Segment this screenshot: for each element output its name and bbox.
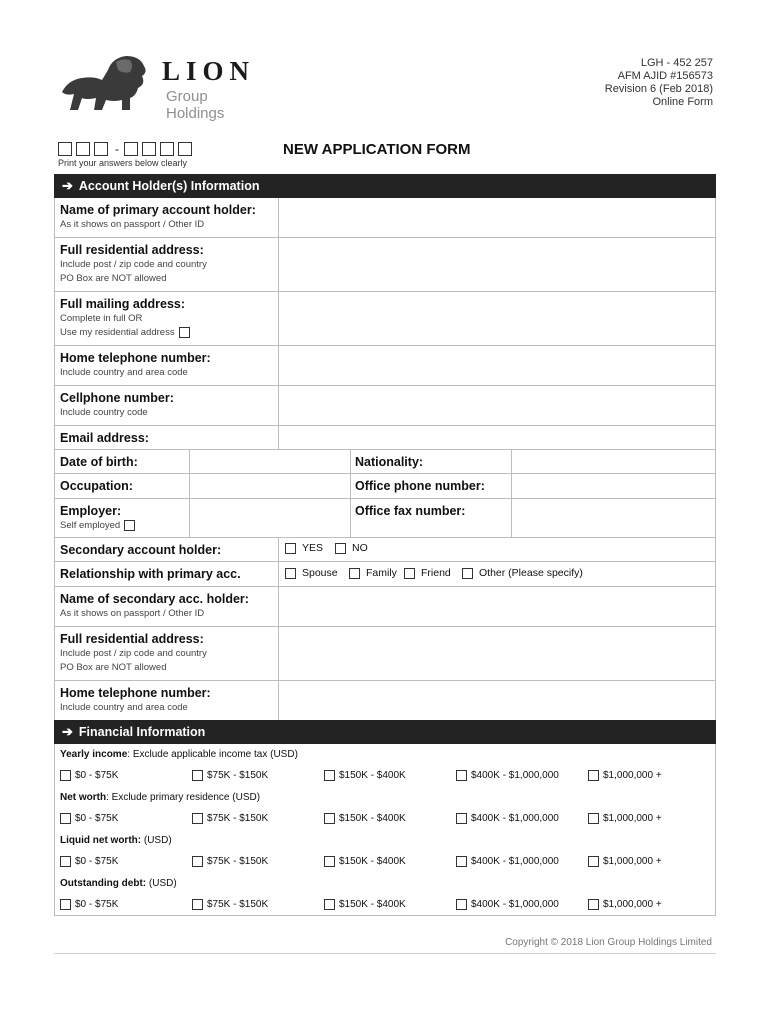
liquid-option[interactable]: $400K - $1,000,000: [456, 856, 559, 867]
spouse-checkbox[interactable]: [285, 568, 296, 579]
meta-afm: AFM AJID #156573: [617, 70, 713, 82]
field-hint: As it shows on passport / Other ID: [60, 608, 205, 619]
field-hint: Include post / zip code and country: [60, 259, 207, 270]
row-email: [54, 426, 716, 450]
checkbox[interactable]: [60, 899, 71, 910]
field-label: Name of secondary acc. holder:: [60, 592, 249, 606]
debt-option[interactable]: $1,000,000 +: [588, 899, 662, 910]
debt-option[interactable]: $150K - $400K: [324, 899, 406, 910]
networth-option[interactable]: $1,000,000 +: [588, 813, 662, 824]
field-label: Date of birth:: [60, 455, 138, 469]
field-hint: Include country and area code: [60, 702, 188, 713]
family-checkbox[interactable]: [349, 568, 360, 579]
networth-option[interactable]: $0 - $75K: [60, 813, 118, 824]
print-note: Print your answers below clearly: [58, 158, 188, 168]
field-label: Full residential address:: [60, 632, 204, 646]
meta-code: LGH - 452 257: [640, 57, 713, 69]
liquid-net-worth-question: Liquid net worth: (USD): [60, 835, 172, 846]
checkbox[interactable]: [456, 770, 467, 781]
code-separator: -: [115, 142, 119, 156]
meta-form-type: Online Form: [652, 96, 713, 108]
yearly-option[interactable]: $0 - $75K: [60, 770, 118, 781]
code-box[interactable]: [58, 142, 72, 156]
checkbox[interactable]: [192, 770, 203, 781]
liquid-option[interactable]: $150K - $400K: [324, 856, 406, 867]
other-checkbox[interactable]: [462, 568, 473, 579]
field-label: Name of primary account holder:: [60, 203, 256, 217]
checkbox[interactable]: [324, 813, 335, 824]
field-label: Cellphone number:: [60, 391, 174, 405]
networth-option[interactable]: $400K - $1,000,000: [456, 813, 559, 824]
checkbox[interactable]: [456, 856, 467, 867]
field-label: Secondary account holder:: [60, 543, 222, 557]
liquid-option[interactable]: $1,000,000 +: [588, 856, 662, 867]
outstanding-debt-question: Outstanding debt: (USD): [60, 878, 177, 889]
checkbox[interactable]: [192, 899, 203, 910]
row-cellphone: [54, 386, 716, 426]
debt-option[interactable]: $400K - $1,000,000: [456, 899, 559, 910]
yearly-option[interactable]: $400K - $1,000,000: [456, 770, 559, 781]
field-hint: PO Box are NOT allowed: [60, 662, 167, 673]
field-label: Full mailing address:: [60, 297, 186, 311]
section-title: Financial Information: [78, 725, 206, 739]
field-hint: Use my residential address: [60, 326, 190, 340]
debt-option[interactable]: $75K - $150K: [192, 899, 268, 910]
arrow-icon: ➔: [62, 724, 73, 739]
option-friend[interactable]: Friend: [404, 567, 451, 579]
yearly-option[interactable]: $75K - $150K: [192, 770, 268, 781]
meta-revision: Revision 6 (Feb 2018): [604, 83, 713, 95]
liquid-option[interactable]: $0 - $75K: [60, 856, 118, 867]
field-label: Employer:: [60, 504, 122, 518]
checkbox[interactable]: [324, 770, 335, 781]
checkbox[interactable]: [588, 899, 599, 910]
option-spouse[interactable]: Spouse: [285, 567, 338, 579]
field-label: Office fax number:: [355, 504, 466, 518]
field-hint: Complete in full OR: [60, 313, 143, 324]
row-employer-office-fax: [54, 499, 716, 538]
arrow-icon: ➔: [62, 178, 73, 193]
company-logo: [56, 52, 266, 122]
row-home-phone: [54, 346, 716, 386]
logo-wordmark: LION: [162, 56, 256, 86]
reference-code-boxes: [58, 142, 196, 156]
checkbox[interactable]: [456, 899, 467, 910]
footer-divider: [54, 953, 716, 954]
financial-block: [54, 744, 716, 916]
code-box[interactable]: [76, 142, 90, 156]
checkbox[interactable]: [588, 813, 599, 824]
form-title: NEW APPLICATION FORM: [283, 141, 471, 158]
checkbox[interactable]: [456, 813, 467, 824]
checkbox[interactable]: [324, 899, 335, 910]
field-hint: As it shows on passport / Other ID: [60, 219, 205, 230]
no-checkbox[interactable]: [335, 543, 346, 554]
checkbox[interactable]: [588, 770, 599, 781]
checkbox[interactable]: [324, 856, 335, 867]
yearly-option[interactable]: $1,000,000 +: [588, 770, 662, 781]
section-account-header: [54, 174, 716, 198]
field-label: Home telephone number:: [60, 351, 211, 365]
checkbox[interactable]: [60, 856, 71, 867]
document-meta: [605, 57, 713, 109]
yearly-option[interactable]: $150K - $400K: [324, 770, 406, 781]
option-other[interactable]: Other (Please specify): [462, 567, 583, 579]
checkbox[interactable]: [60, 770, 71, 781]
code-box[interactable]: [142, 142, 156, 156]
section-title: Account Holder(s) Information: [78, 179, 260, 193]
row-relationship: [54, 562, 716, 587]
copyright: Copyright © 2018 Lion Group Holdings Limited: [505, 937, 712, 948]
field-hint: Self employed: [60, 519, 135, 533]
field-label: Relationship with primary acc.: [60, 567, 241, 581]
code-box[interactable]: [178, 142, 192, 156]
friend-checkbox[interactable]: [404, 568, 415, 579]
field-label: Nationality:: [355, 455, 424, 469]
field-hint: Include post / zip code and country: [60, 648, 207, 659]
field-hint: PO Box are NOT allowed: [60, 273, 167, 284]
self-employed-checkbox[interactable]: [124, 520, 135, 531]
option-no[interactable]: NO: [335, 542, 368, 554]
code-box[interactable]: [124, 142, 138, 156]
row-occupation-office-phone: [54, 474, 716, 499]
liquid-option[interactable]: $75K - $150K: [192, 856, 268, 867]
field-label: Occupation:: [60, 479, 133, 493]
yearly-income-question: Yearly income: Exclude applicable income tax (USD): [60, 749, 298, 760]
section-financial-header: [54, 720, 716, 744]
field-hint: Include country and area code: [60, 367, 188, 378]
row-dob-nationality: [54, 450, 716, 474]
row-secondary-holder: [54, 538, 716, 562]
row-secondary-residential: [54, 627, 716, 681]
checkbox[interactable]: [60, 813, 71, 824]
logo-subtitle: Group Holdings: [166, 88, 225, 122]
row-primary-name: [54, 198, 716, 238]
networth-option[interactable]: $150K - $400K: [324, 813, 406, 824]
use-residential-checkbox[interactable]: [179, 327, 190, 338]
field-label: Email address:: [60, 431, 149, 445]
row-mailing-address: [54, 292, 716, 346]
field-label: Full residential address:: [60, 243, 204, 257]
row-secondary-home-phone: [54, 681, 716, 721]
field-label: Home telephone number:: [60, 686, 211, 700]
yes-checkbox[interactable]: [285, 543, 296, 554]
networth-option[interactable]: $75K - $150K: [192, 813, 268, 824]
code-box[interactable]: [160, 142, 174, 156]
checkbox[interactable]: [192, 856, 203, 867]
option-family[interactable]: Family: [349, 567, 397, 579]
net-worth-question: Net worth: Exclude primary residence (USD): [60, 792, 261, 803]
code-box[interactable]: [94, 142, 108, 156]
debt-option[interactable]: $0 - $75K: [60, 899, 118, 910]
field-hint: Include country code: [60, 407, 148, 418]
checkbox[interactable]: [588, 856, 599, 867]
row-residential-address: [54, 238, 716, 292]
option-yes[interactable]: YES: [285, 542, 323, 554]
checkbox[interactable]: [192, 813, 203, 824]
field-label: Office phone number:: [355, 479, 485, 493]
lion-icon: [56, 52, 156, 114]
row-secondary-name: [54, 587, 716, 627]
